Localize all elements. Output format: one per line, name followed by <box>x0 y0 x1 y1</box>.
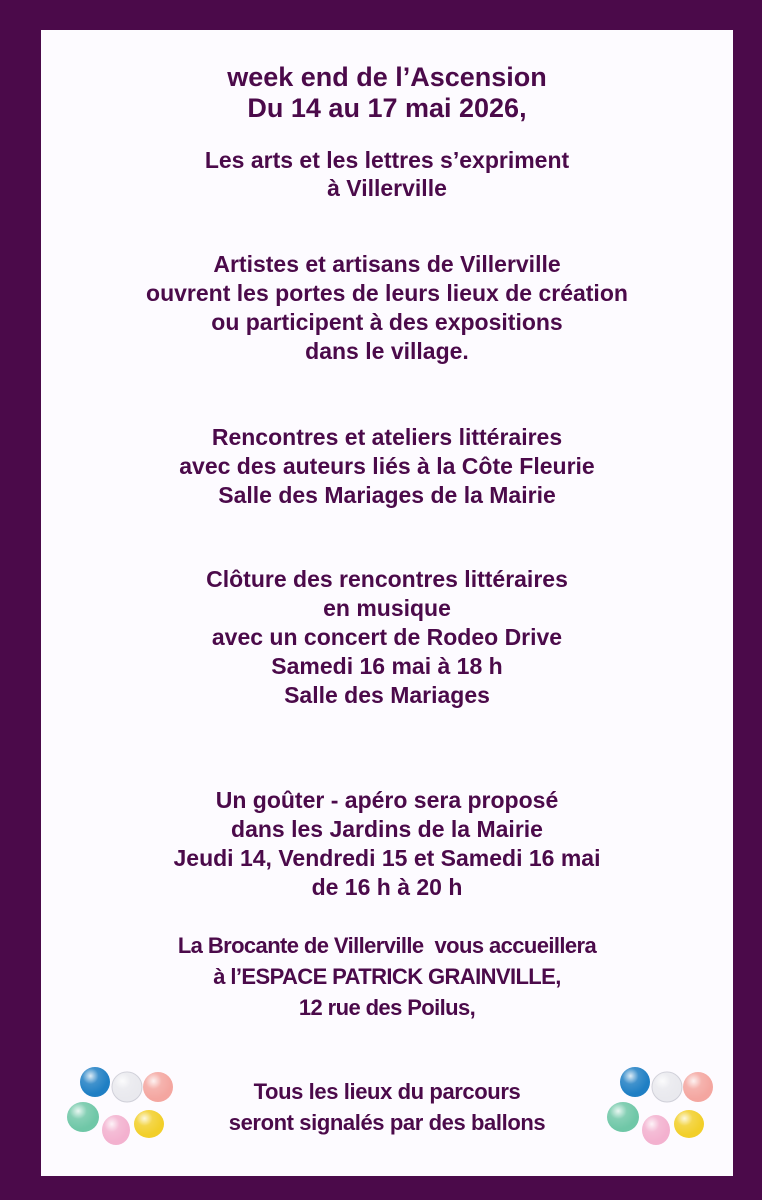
paragraph-line: 12 rue des Poilus, <box>298 995 476 1020</box>
poster-card <box>41 30 733 1176</box>
paragraph-line: Artistes et artisans de Villerville <box>213 251 561 277</box>
subtitle-line: Les arts et les lettres s’expriment <box>204 147 570 173</box>
paragraph-line: avec un concert de Rodeo Drive <box>211 624 563 650</box>
paragraph-line: dans le village. <box>305 338 469 364</box>
footer-line: seront signalés par des ballons <box>228 1110 546 1135</box>
event-dates: Du 14 au 17 mai 2026, <box>247 93 527 123</box>
literary-meetings-paragraph <box>41 423 733 510</box>
brocante-paragraph <box>41 930 733 1023</box>
paragraph-line: dans les Jardins de la Mairie <box>231 816 543 842</box>
snack-paragraph <box>41 786 733 902</box>
footer-line: Tous les lieux du parcours <box>253 1079 521 1104</box>
paragraph-line: La Brocante de Villerville vous accueillera <box>177 933 597 958</box>
paragraph-line: ou participent à des expositions <box>211 309 563 335</box>
paragraph-line: Samedi 16 mai à 18 h <box>271 653 503 679</box>
event-title <box>41 62 733 124</box>
paragraph-line: avec des auteurs liés à la Côte Fleurie <box>179 453 595 479</box>
paragraph-line: de 16 h à 20 h <box>311 874 463 900</box>
paragraph-line: en musique <box>323 595 451 621</box>
paragraph-line: Jeudi 14, Vendredi 15 et Samedi 16 mai <box>173 845 601 871</box>
paragraph-line: Clôture des rencontres littéraires <box>206 566 568 592</box>
event-title-line: week end de l’Ascension <box>227 62 547 92</box>
artists-paragraph <box>41 250 733 366</box>
subtitle-line: à Villerville <box>327 175 447 201</box>
paragraph-line: à l’ESPACE PATRICK GRAINVILLE, <box>213 964 561 989</box>
paragraph-line: ouvrent les portes de leurs lieux de création <box>146 280 628 306</box>
paragraph-line: Salle des Mariages <box>284 682 490 708</box>
paragraph-line: Rencontres et ateliers littéraires <box>211 424 563 450</box>
event-subtitle <box>41 146 733 202</box>
balloons-icon <box>601 1062 719 1152</box>
paragraph-line: Salle des Mariages de la Mairie <box>218 482 556 508</box>
closing-concert-paragraph <box>41 565 733 710</box>
paragraph-line: Un goûter - apéro sera proposé <box>215 787 559 813</box>
